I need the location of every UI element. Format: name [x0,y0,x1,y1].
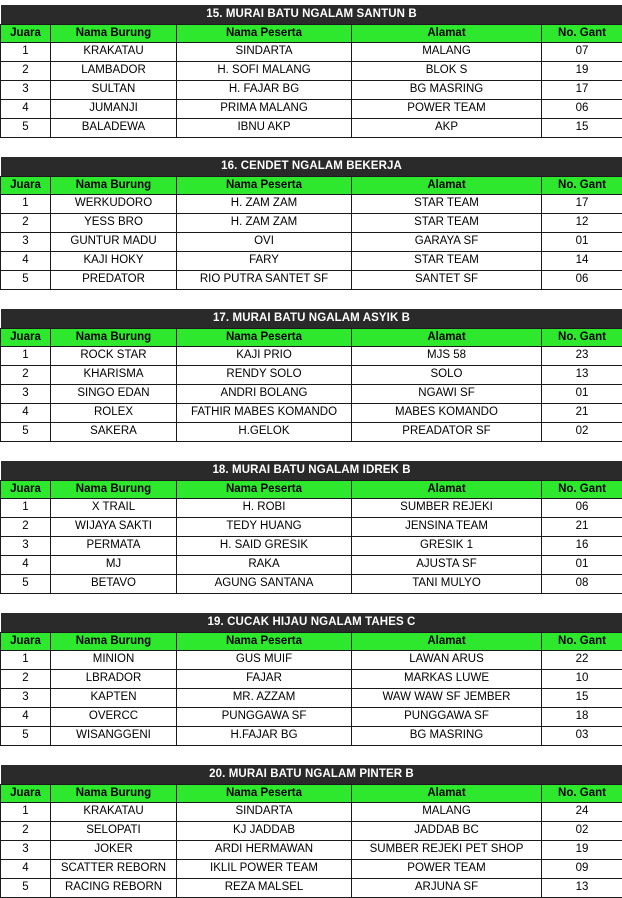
juara-cell: 3 [1,233,51,252]
nama-peserta-cell: REZA MALSEL [177,879,352,898]
nama-peserta-cell: IKLIL POWER TEAM [177,860,352,879]
alamat-cell: MABES KOMANDO [352,404,542,423]
nama-burung-cell: KAPTEN [51,689,177,708]
alamat-cell: STAR TEAM [352,214,542,233]
results-table [0,765,622,898]
results-section [0,765,622,898]
alamat-cell: PUNGGAWA SF [352,708,542,727]
results-table [0,5,622,138]
no-gant-cell: 21 [542,518,622,537]
no-gant-cell: 06 [542,499,622,518]
nama-burung-cell: KRAKATAU [51,803,177,822]
results-table [0,309,622,442]
no-gant-cell: 19 [542,841,622,860]
column-header-juara: Juara [1,25,51,43]
results-table [0,613,622,746]
nama-peserta-cell: MR. AZZAM [177,689,352,708]
table-row [1,385,622,404]
juara-cell: 3 [1,841,51,860]
section-title: 19. CUCAK HIJAU NGALAM TAHES C [1,613,622,633]
table-row [1,214,622,233]
table-row [1,841,622,860]
nama-peserta-cell: PUNGGAWA SF [177,708,352,727]
section-title: 20. MURAI BATU NGALAM PINTER B [1,765,622,785]
table-row [1,43,622,62]
no-gant-cell: 15 [542,689,622,708]
nama-burung-cell: SCATTER REBORN [51,860,177,879]
column-header-nama-burung: Nama Burung [51,177,177,195]
nama-peserta-cell: H. ZAM ZAM [177,195,352,214]
section-title: 18. MURAI BATU NGALAM IDREK B [1,461,622,481]
juara-cell: 5 [1,575,51,594]
no-gant-cell: 23 [542,347,622,366]
no-gant-cell: 21 [542,404,622,423]
column-header-juara: Juara [1,785,51,803]
no-gant-cell: 01 [542,233,622,252]
nama-burung-cell: SULTAN [51,81,177,100]
table-row [1,347,622,366]
nama-burung-cell: PREDATOR [51,271,177,290]
section-title: 17. MURAI BATU NGALAM ASYIK B [1,309,622,329]
nama-burung-cell: JOKER [51,841,177,860]
column-header-juara: Juara [1,633,51,651]
table-row [1,100,622,119]
no-gant-cell: 18 [542,708,622,727]
alamat-cell: BLOK S [352,62,542,81]
no-gant-cell: 09 [542,860,622,879]
juara-cell: 5 [1,119,51,138]
column-header-alamat: Alamat [352,329,542,347]
juara-cell: 5 [1,423,51,442]
no-gant-cell: 01 [542,556,622,575]
nama-burung-cell: MINION [51,651,177,670]
nama-burung-cell: SAKERA [51,423,177,442]
column-header-no-gant: No. Gant [542,633,622,651]
alamat-cell: TANI MULYO [352,575,542,594]
nama-burung-cell: WISANGGENI [51,727,177,746]
nama-burung-cell: ROCK STAR [51,347,177,366]
table-row [1,727,622,746]
nama-peserta-cell: ANDRI BOLANG [177,385,352,404]
alamat-cell: GRESIK 1 [352,537,542,556]
no-gant-cell: 08 [542,575,622,594]
no-gant-cell: 13 [542,366,622,385]
juara-cell: 2 [1,366,51,385]
table-row [1,670,622,689]
table-row [1,575,622,594]
column-header-nama-peserta: Nama Peserta [177,177,352,195]
no-gant-cell: 06 [542,100,622,119]
column-header-no-gant: No. Gant [542,25,622,43]
juara-cell: 4 [1,252,51,271]
nama-peserta-cell: ARDI HERMAWAN [177,841,352,860]
alamat-cell: BG MASRING [352,727,542,746]
nama-peserta-cell: FAJAR [177,670,352,689]
column-header-nama-peserta: Nama Peserta [177,329,352,347]
nama-peserta-cell: H.GELOK [177,423,352,442]
nama-burung-cell: JUMANJI [51,100,177,119]
nama-burung-cell: WERKUDORO [51,195,177,214]
nama-peserta-cell: H. FAJAR BG [177,81,352,100]
nama-burung-cell: LBRADOR [51,670,177,689]
juara-cell: 1 [1,347,51,366]
juara-cell: 5 [1,271,51,290]
juara-cell: 4 [1,860,51,879]
column-header-juara: Juara [1,177,51,195]
juara-cell: 1 [1,651,51,670]
no-gant-cell: 03 [542,727,622,746]
no-gant-cell: 10 [542,670,622,689]
column-header-nama-burung: Nama Burung [51,633,177,651]
no-gant-cell: 17 [542,195,622,214]
column-header-no-gant: No. Gant [542,785,622,803]
juara-cell: 3 [1,81,51,100]
nama-burung-cell: BETAVO [51,575,177,594]
nama-peserta-cell: H.FAJAR BG [177,727,352,746]
column-header-no-gant: No. Gant [542,481,622,499]
alamat-cell: MALANG [352,43,542,62]
nama-peserta-cell: H. ROBI [177,499,352,518]
section-title: 16. CENDET NGALAM BEKERJA [1,157,622,177]
nama-burung-cell: YESS BRO [51,214,177,233]
no-gant-cell: 19 [542,62,622,81]
alamat-cell: BG MASRING [352,81,542,100]
table-row [1,233,622,252]
section-title: 15. MURAI BATU NGALAM SANTUN B [1,5,622,25]
alamat-cell: JENSINA TEAM [352,518,542,537]
alamat-cell: AJUSTA SF [352,556,542,575]
no-gant-cell: 06 [542,271,622,290]
no-gant-cell: 24 [542,803,622,822]
table-row [1,423,622,442]
nama-peserta-cell: TEDY HUANG [177,518,352,537]
table-row [1,556,622,575]
nama-peserta-cell: IBNU AKP [177,119,352,138]
nama-peserta-cell: SINDARTA [177,803,352,822]
juara-cell: 3 [1,385,51,404]
results-section [0,613,622,746]
nama-burung-cell: GUNTUR MADU [51,233,177,252]
table-row [1,195,622,214]
column-header-nama-peserta: Nama Peserta [177,481,352,499]
column-header-juara: Juara [1,329,51,347]
table-row [1,518,622,537]
column-header-alamat: Alamat [352,633,542,651]
table-row [1,271,622,290]
juara-cell: 5 [1,727,51,746]
table-row [1,822,622,841]
alamat-cell: MARKAS LUWE [352,670,542,689]
alamat-cell: PREADATOR SF [352,423,542,442]
column-header-nama-peserta: Nama Peserta [177,633,352,651]
alamat-cell: POWER TEAM [352,860,542,879]
nama-burung-cell: KRAKATAU [51,43,177,62]
nama-peserta-cell: RAKA [177,556,352,575]
nama-peserta-cell: FARY [177,252,352,271]
nama-peserta-cell: RENDY SOLO [177,366,352,385]
table-row [1,62,622,81]
nama-peserta-cell: H. SOFI MALANG [177,62,352,81]
nama-burung-cell: KAJI HOKY [51,252,177,271]
nama-burung-cell: BALADEWA [51,119,177,138]
table-row [1,81,622,100]
nama-burung-cell: RACING REBORN [51,879,177,898]
juara-cell: 1 [1,499,51,518]
alamat-cell: STAR TEAM [352,252,542,271]
nama-peserta-cell: AGUNG SANTANA [177,575,352,594]
juara-cell: 4 [1,708,51,727]
no-gant-cell: 07 [542,43,622,62]
no-gant-cell: 02 [542,822,622,841]
results-section [0,5,622,138]
juara-cell: 3 [1,689,51,708]
no-gant-cell: 01 [542,385,622,404]
table-row [1,879,622,898]
juara-cell: 4 [1,404,51,423]
no-gant-cell: 16 [542,537,622,556]
alamat-cell: MJS 58 [352,347,542,366]
juara-cell: 2 [1,822,51,841]
juara-cell: 2 [1,670,51,689]
nama-burung-cell: X TRAIL [51,499,177,518]
juara-cell: 2 [1,214,51,233]
no-gant-cell: 15 [542,119,622,138]
table-row [1,252,622,271]
results-section [0,309,622,442]
juara-cell: 5 [1,879,51,898]
nama-peserta-cell: KJ JADDAB [177,822,352,841]
nama-burung-cell: MJ [51,556,177,575]
column-header-nama-peserta: Nama Peserta [177,785,352,803]
results-table [0,157,622,290]
nama-burung-cell: ROLEX [51,404,177,423]
alamat-cell: GARAYA SF [352,233,542,252]
table-row [1,119,622,138]
results-section [0,461,622,594]
column-header-nama-burung: Nama Burung [51,329,177,347]
table-row [1,366,622,385]
alamat-cell: MALANG [352,803,542,822]
nama-peserta-cell: KAJI PRIO [177,347,352,366]
column-header-alamat: Alamat [352,25,542,43]
results-table [0,461,622,594]
alamat-cell: AKP [352,119,542,138]
results-section [0,157,622,290]
juara-cell: 1 [1,195,51,214]
column-header-nama-burung: Nama Burung [51,481,177,499]
nama-burung-cell: KHARISMA [51,366,177,385]
juara-cell: 2 [1,518,51,537]
alamat-cell: POWER TEAM [352,100,542,119]
table-row [1,708,622,727]
nama-peserta-cell: OVI [177,233,352,252]
juara-cell: 3 [1,537,51,556]
table-row [1,803,622,822]
no-gant-cell: 12 [542,214,622,233]
alamat-cell: NGAWI SF [352,385,542,404]
no-gant-cell: 22 [542,651,622,670]
no-gant-cell: 13 [542,879,622,898]
column-header-no-gant: No. Gant [542,329,622,347]
nama-peserta-cell: GUS MUIF [177,651,352,670]
alamat-cell: STAR TEAM [352,195,542,214]
nama-peserta-cell: SINDARTA [177,43,352,62]
column-header-nama-peserta: Nama Peserta [177,25,352,43]
nama-burung-cell: SINGO EDAN [51,385,177,404]
juara-cell: 4 [1,100,51,119]
juara-cell: 2 [1,62,51,81]
juara-cell: 1 [1,803,51,822]
nama-burung-cell: SELOPATI [51,822,177,841]
table-row [1,651,622,670]
no-gant-cell: 17 [542,81,622,100]
column-header-nama-burung: Nama Burung [51,785,177,803]
no-gant-cell: 02 [542,423,622,442]
column-header-nama-burung: Nama Burung [51,25,177,43]
nama-burung-cell: PERMATA [51,537,177,556]
alamat-cell: JADDAB BC [352,822,542,841]
juara-cell: 4 [1,556,51,575]
nama-burung-cell: LAMBADOR [51,62,177,81]
alamat-cell: SANTET SF [352,271,542,290]
alamat-cell: WAW WAW SF JEMBER [352,689,542,708]
table-row [1,537,622,556]
nama-peserta-cell: H. ZAM ZAM [177,214,352,233]
juara-cell: 1 [1,43,51,62]
nama-peserta-cell: FATHIR MABES KOMANDO [177,404,352,423]
table-row [1,404,622,423]
nama-peserta-cell: PRIMA MALANG [177,100,352,119]
nama-burung-cell: OVERCC [51,708,177,727]
alamat-cell: ARJUNA SF [352,879,542,898]
column-header-alamat: Alamat [352,481,542,499]
alamat-cell: LAWAN ARUS [352,651,542,670]
nama-peserta-cell: H. SAID GRESIK [177,537,352,556]
alamat-cell: SUMBER REJEKI [352,499,542,518]
column-header-juara: Juara [1,481,51,499]
nama-peserta-cell: RIO PUTRA SANTET SF [177,271,352,290]
alamat-cell: SUMBER REJEKI PET SHOP [352,841,542,860]
alamat-cell: SOLO [352,366,542,385]
column-header-no-gant: No. Gant [542,177,622,195]
no-gant-cell: 14 [542,252,622,271]
nama-burung-cell: WIJAYA SAKTI [51,518,177,537]
table-row [1,499,622,518]
column-header-alamat: Alamat [352,177,542,195]
table-row [1,689,622,708]
table-row [1,860,622,879]
column-header-alamat: Alamat [352,785,542,803]
